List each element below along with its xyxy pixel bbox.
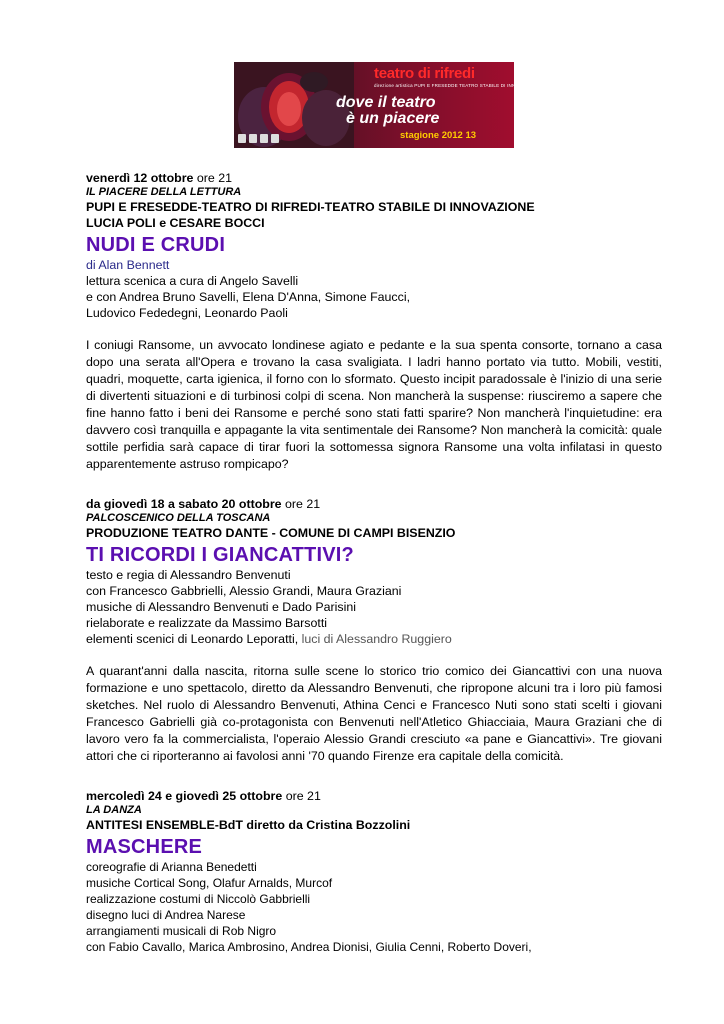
event-time: ore 21	[285, 789, 321, 803]
event-maschere	[86, 788, 662, 955]
event-category: PALCOSCENICO DELLA TOSCANA	[86, 512, 271, 524]
show-author: di Alan Bennett	[86, 258, 170, 272]
event-category: IL PIACERE DELLA LETTURA	[86, 186, 242, 198]
credit-lights: luci di Alessandro Ruggiero	[298, 632, 452, 646]
banner-slogan-line2: è un piacere	[346, 110, 440, 127]
event-performers	[86, 215, 662, 231]
banner-title: teatro di rifredi	[374, 65, 475, 82]
banner-season: stagione 2012 13	[400, 130, 477, 141]
performer-join: e	[155, 216, 170, 230]
description-text: I coniugi Ransome, un avvocato londinese agiato e pedante e la sua spenta consorte, tornano a casa dopo una serata all'Opera e trovano la casa svaligiata. I ladri hanno portato via tutto. Mobili, vestiti, quadri, moquette, carta igienica, il forno con lo sformato. Questo incipit paradossale è l'inizio di una serie di divertenti situazioni e di turbinosi colpi di scena. Non mancherà la suspense: riusciremo a sapere che fine hanno fatto i beni dei Ransome e perché sono stati fatti sparire? Non mancherà l'inquietudine: era davvero così tranquilla e appagante la vita sentimentale dei Ransome? Non mancherà la comicità: quale sottile perfidia sarà capace di tirar fuori la sottomessa signora Ransome una volta infilatasi in questo apparentemente astruso rompicapo?	[86, 338, 662, 471]
banner-subtitle: direzione artistica PUPI E FRESEDDE TEATRO STABILE DI INNOVAZIONE	[374, 83, 540, 88]
credit-line: musiche di Alessandro Benvenuti e Dado Parisini	[86, 600, 356, 614]
credit-line: e con Andrea Bruno Savelli, Elena D'Anna, Simone Faucci,	[86, 290, 411, 304]
event-category: LA DANZA	[86, 804, 142, 816]
credit-line: coreografie di Arianna Benedetti	[86, 860, 257, 874]
credit-line: musiche Cortical Song, Olafur Arnalds, Murcof	[86, 876, 333, 890]
credit-line: con Francesco Gabbrielli, Alessio Grandi, Maura Graziani	[86, 584, 402, 598]
sponsor-logo-icon	[238, 134, 246, 143]
event-giancattivi	[86, 496, 662, 765]
credit-line: lettura scenica a cura di Angelo Savelli	[86, 274, 299, 288]
sponsor-logo-icon	[249, 134, 257, 143]
credit-line: con Fabio Cavallo, Marica Ambrosino, Andrea Dionisi, Giulia Cenni, Roberto Doveri,	[86, 940, 532, 954]
event-time: ore 21	[285, 497, 321, 511]
event-nudi-e-crudi	[86, 170, 662, 473]
description-text: A quarant'anni dalla nascita, ritorna sulle scene lo storico trio comico dei Giancattivi con una nuova formazione e uno spettacolo, diretto da Alessandro Benvenuti, che ripropone alcuni tra i loro più famosi sketches. Nel ruolo di Alessandro Benvenuti, Athina Cenci e Francesco Nuti sono stati scelti i giovani Francesco Gabrielli già co-protagonista con Benvenuti nell'Atletico Ghiacciaia, Maura Graziani che di lavoro vero fa la commercialista, l'operaio Alessio Grandi cresciuto «a pane e Giancattivi». Tre giovani attori che ci riporteranno ai favolosi anni '70 quando Firenze era capitale della comicità.	[86, 664, 662, 763]
event-date-line	[86, 170, 662, 186]
event-description	[86, 663, 662, 765]
event-date: da giovedì 18 a sabato 20 ottobre	[86, 497, 282, 511]
credit-line: disegno luci di Andrea Narese	[86, 908, 246, 922]
event-date: mercoledì 24 e giovedì 25 ottobre	[86, 789, 283, 803]
header-banner	[234, 62, 540, 148]
event-company: ANTITESI ENSEMBLE-BdT diretto da Cristina Bozzolini	[86, 818, 411, 832]
sponsor-logo-icon	[260, 134, 268, 143]
credit-scenery: elementi scenici di Leonardo Leporatti,	[86, 632, 299, 646]
credit-line: testo e regia di Alessandro Benvenuti	[86, 568, 291, 582]
event-date-line	[86, 496, 662, 512]
event-company: PRODUZIONE TEATRO DANTE - COMUNE DI CAMPI BISENZIO	[86, 526, 456, 540]
credit-line: realizzazione costumi di Niccolò Gabbrielli	[86, 892, 311, 906]
show-title: MASCHERE	[86, 836, 203, 858]
sponsor-logos	[238, 134, 279, 144]
credit-line: arrangiamenti musicali di Rob Nigro	[86, 924, 277, 938]
event-company: PUPI E FRESEDDE-TEATRO DI RIFREDI-TEATRO STABILE DI INNOVAZIONE	[86, 200, 535, 214]
event-date-line	[86, 788, 662, 804]
credit-line: rielaborate e realizzate da Massimo Barsotti	[86, 616, 328, 630]
performer-name: LUCIA POLI	[86, 216, 156, 230]
event-date: venerdì 12 ottobre	[86, 171, 194, 185]
credit-line	[86, 631, 662, 647]
banner-slogan-line1: dove il teatro	[336, 94, 436, 111]
show-title: TI RICORDI I GIANCATTIVI?	[86, 544, 354, 566]
credit-line: Ludovico Fededegni, Leonardo Paoli	[86, 306, 288, 320]
event-time: ore 21	[196, 171, 233, 185]
show-title: NUDI E CRUDI	[86, 234, 226, 256]
sponsor-logo-icon	[271, 134, 279, 143]
performer-name: CESARE BOCCI	[169, 216, 265, 230]
event-description	[86, 337, 662, 473]
